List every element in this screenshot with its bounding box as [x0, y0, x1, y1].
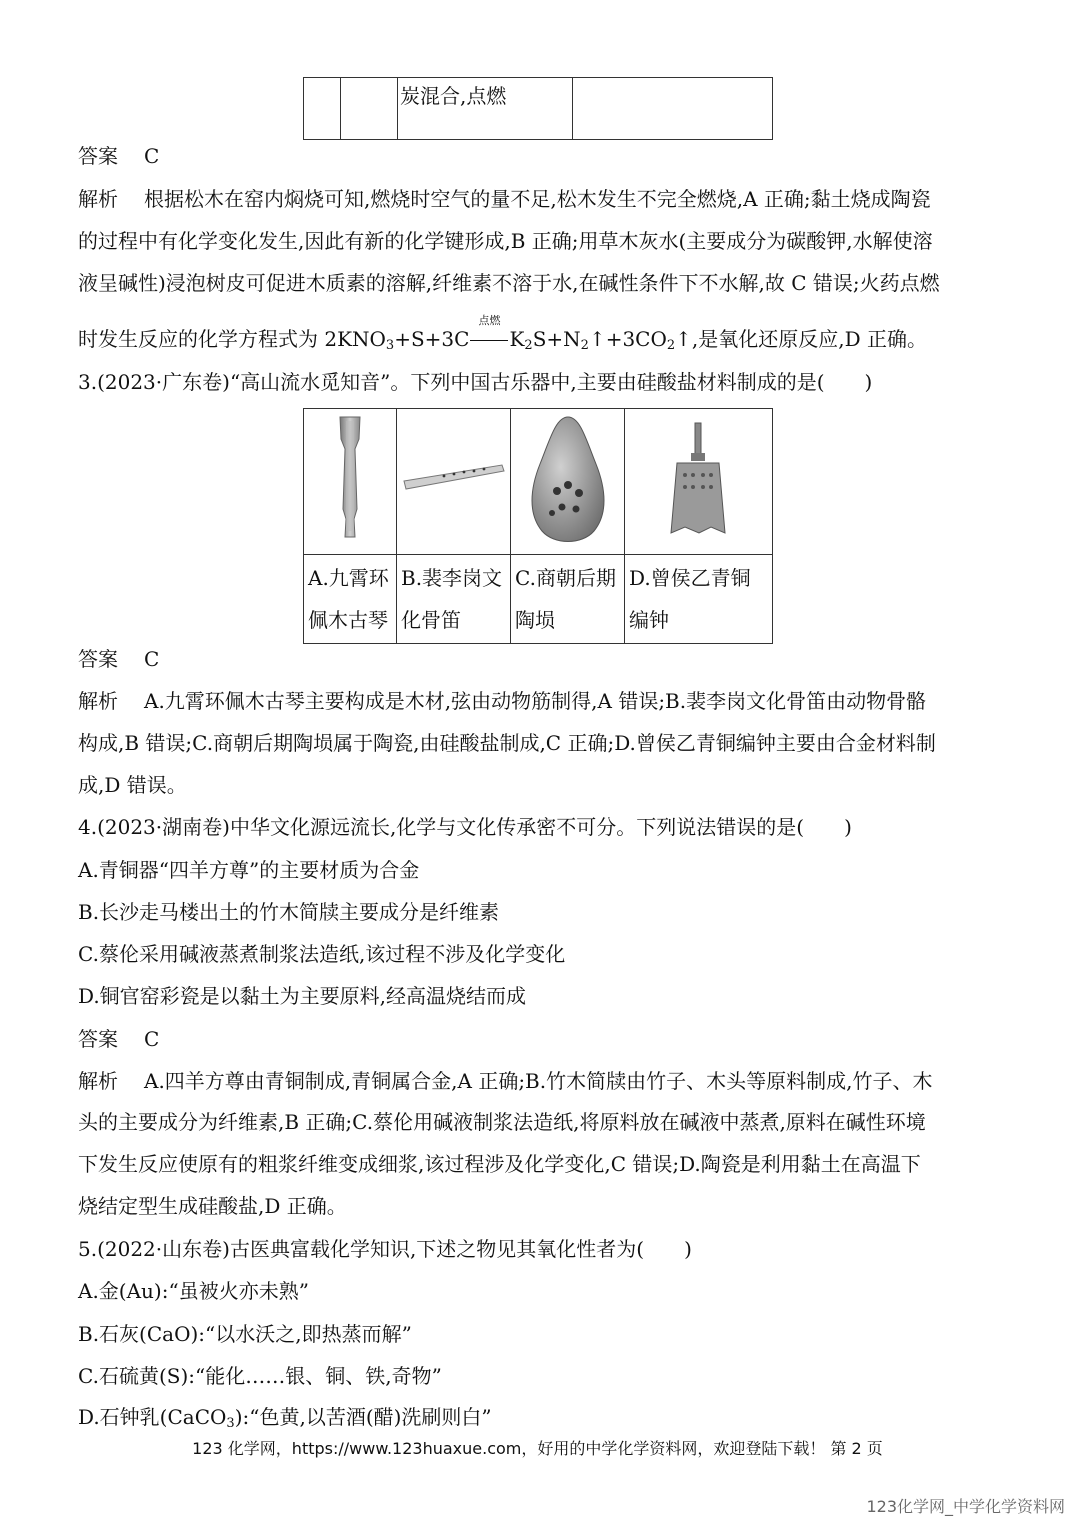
analysis-text: 根据松木在窑内焖烧可知,燃烧时空气的量不足,松木发生不完全燃烧,A 正确;黏土烧成陶瓷 [144, 187, 931, 211]
q4-question: 4.(2023·湖南卷)中华文化源远流长,化学与文化传承密不可分。下列说法错误的是( ) [78, 815, 852, 839]
analysis-text: A.四羊方尊由青铜制成,青铜属合金,A 正确;B.竹木简牍由竹子、木头等原料制成,竹子、木 [144, 1069, 933, 1093]
q3-analysis-line [78, 687, 926, 715]
option-caption: A.九霄环 佩木古琴 [304, 555, 397, 644]
equation-text: ↑+3CO [588, 327, 667, 351]
q4-analysis-line: 烧结定型生成硅酸盐,D 正确。 [78, 1194, 347, 1218]
q4-analysis-line [78, 1067, 932, 1095]
reaction-condition: 点燃 [478, 314, 501, 327]
q4-option-d: D.铜官窑彩瓷是以黏土为主要原料,经高温烧结而成 [78, 984, 527, 1008]
watermark-text: 123化学网_中学化学资料网 [866, 1497, 1065, 1516]
q3-analysis-line: 构成,B 错误;C.商朝后期陶埙属于陶瓷,由硅酸盐制成,C 正确;D.曾侯乙青铜编钟主要由合金材料制 [78, 731, 936, 755]
analysis-label: 解析 [78, 187, 118, 211]
analysis-text: A.九霄环佩木古琴主要构成是木材,弦由动物筋制得,A 错误;B.裴李岗文化骨笛由动物骨骼 [144, 689, 927, 713]
q2-analysis-line: 的过程中有化学变化发生,因此有新的化学键形成,B 正确;用草木灰水(主要成分为碳酸钾,水解使溶 [78, 229, 933, 253]
subscript: 2 [524, 338, 533, 353]
q5-option-d [78, 1403, 492, 1438]
equation-text: +S+3C [394, 327, 470, 351]
q2-answer [78, 142, 159, 170]
q5-option-a: A.金(Au):“虽被火亦未熟” [78, 1279, 309, 1303]
q3-options-table [303, 408, 773, 644]
q2-analysis-line: 液呈碱性)浸泡树皮可促进木质素的溶解,纤维素不溶于水,在碱性条件下不水解,故 C 错误;火药点燃 [78, 271, 940, 295]
subscript: 3 [226, 1416, 235, 1431]
q4-analysis-line: 下发生反应使原有的粗浆纤维变成细浆,该过程涉及化学变化,C 错误;D.陶瓷是利用黏土在高温下 [78, 1152, 921, 1176]
bronze-bell-image [625, 409, 773, 555]
bone-flute-image [397, 409, 511, 555]
table-cell [304, 78, 341, 140]
pottery-xun-image [511, 409, 625, 555]
answer-value: C [144, 144, 160, 168]
table-cell-text: 炭混合,点燃 [398, 78, 573, 140]
q4-analysis-line: 头的主要成分为纤维素,B 正确;C.蔡伦用碱液制浆法造纸,将原料放在碱液中蒸煮,原料在碱性环境 [78, 1110, 926, 1134]
analysis-label: 解析 [78, 1069, 118, 1093]
answer-value: C [144, 647, 160, 671]
q5-question: 5.(2022·山东卷)古医典富载化学知识,下述之物见其氧化性者为( ) [78, 1237, 692, 1261]
equation-text: ↑,是氧化还原反应,D 正确。 [675, 327, 928, 351]
top-table [303, 77, 773, 140]
q5-option-c: C.石硫黄(S):“能化……银、铜、铁,奇物” [78, 1364, 442, 1388]
answer-label: 答案 [78, 1027, 118, 1051]
option-caption: C.商朝后期 陶埙 [511, 555, 625, 644]
q4-option-b: B.长沙走马楼出土的竹木简牍主要成分是纤维素 [78, 900, 500, 924]
q4-option-a: A.青铜器“四羊方尊”的主要材质为合金 [78, 858, 420, 882]
subscript: 2 [666, 338, 676, 353]
answer-label: 答案 [78, 647, 118, 671]
option-caption: D.曾侯乙青铜 编钟 [625, 555, 773, 644]
q3-analysis-line: 成,D 错误。 [78, 773, 187, 797]
equation-text: 时发生反应的化学方程式为 2KNO [78, 327, 386, 351]
q3-answer [78, 645, 159, 673]
analysis-label: 解析 [78, 689, 118, 713]
answer-label: 答案 [78, 144, 118, 168]
subscript: 2 [580, 338, 589, 353]
option-text: ):“色黄,以苦酒(醋)洗刷则白” [234, 1405, 492, 1429]
page-footer: 123 化学网，https://www.123huaxue.com，好用的中学化学资料网，欢迎登陆下载！ 第 2 页 [192, 1439, 883, 1458]
equation-text: K [509, 327, 525, 351]
option-caption: B.裴李岗文 化骨笛 [397, 555, 511, 644]
q3-question: 3.(2023·广东卷)“高山流水觅知音”。下列中国古乐器中,主要由硅酸盐材料制成的是( ) [78, 370, 873, 394]
equation-text: S+N [532, 327, 581, 351]
table-cell [573, 78, 773, 140]
answer-value: C [144, 1027, 160, 1051]
table-cell [341, 78, 398, 140]
guqin-image [304, 409, 397, 555]
q2-equation-line [78, 314, 928, 360]
q4-answer [78, 1025, 159, 1053]
reaction-arrow [469, 314, 509, 353]
q2-analysis-line [78, 185, 931, 213]
option-text: D.石钟乳(CaCO [78, 1405, 227, 1429]
subscript: 3 [385, 338, 395, 353]
q4-option-c: C.蔡伦采用碱液蒸煮制浆法造纸,该过程不涉及化学变化 [78, 942, 566, 966]
q5-option-b: B.石灰(CaO):“以水沃之,即热蒸而解” [78, 1322, 412, 1346]
